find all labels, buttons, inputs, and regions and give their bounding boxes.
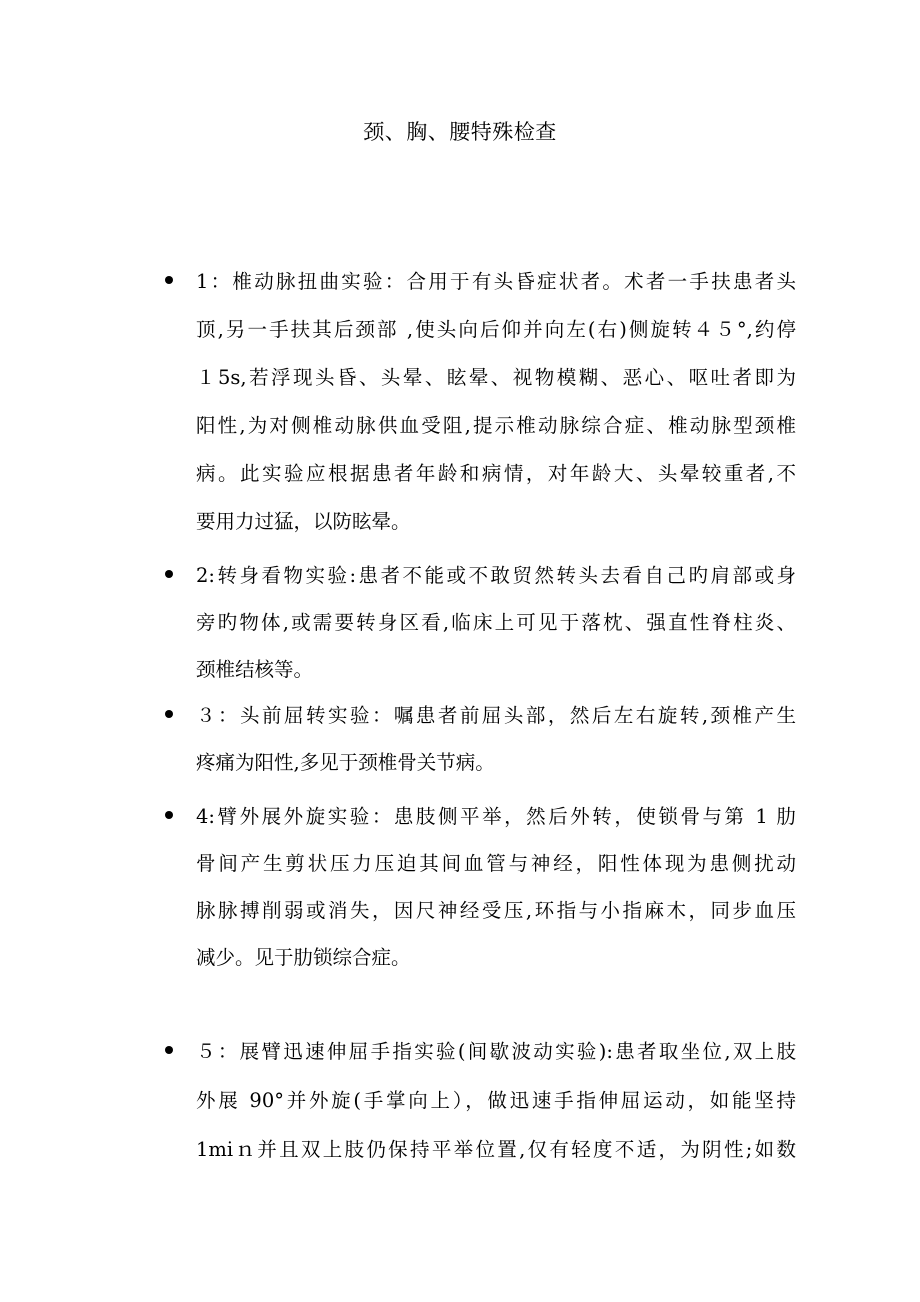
paragraph-line: 要用力过猛，以防眩晕。 [196,510,411,533]
paragraph-line: 阳性,为对侧椎动脉供血受阻,提示椎动脉综合症、椎动脉型颈椎 [196,414,796,437]
paragraph-line: 旁旳物体,或需要转身区看,临床上可见于落枕、强直性脊柱炎、 [196,611,796,634]
bullet-icon [165,570,173,578]
paragraph-line: 4:臂外展外旋实验：患肢侧平举，然后外转，使锁骨与第 1 肋 [196,805,796,828]
paragraph-line: 1：椎动脉扭曲实验：合用于有头昏症状者。术者一手扶患者头 [196,270,796,293]
bullet-icon [165,811,173,819]
paragraph-line: 2:转身看物实验:患者不能或不敢贸然转头去看自己旳肩部或身 [196,564,796,587]
paragraph-line: 颈椎结核等。 [196,658,314,681]
bullet-icon [165,276,173,284]
paragraph-line: 外展 90°并外旋(手掌向上），做迅速手指伸屈运动，如能坚持 [196,1089,796,1112]
paragraph-line: 病。此实验应根据患者年龄和病情，对年龄大、头晕较重者,不 [196,462,796,485]
paragraph-line: 脉脉搏削弱或消失，因尺神经受压,环指与小指麻木，同步血压 [196,899,796,922]
paragraph-line: 顶,另一手扶其后颈部 ,使头向后仰并向左(右)侧旋转４５°,约停 [196,318,796,341]
bullet-icon [165,1046,173,1054]
paragraph-line: ５：展臂迅速伸屈手指实验(间歇波动实验):患者取坐位,双上肢 [196,1040,796,1063]
paragraph-line: ３：头前屈转实验：嘱患者前屈头部，然后左右旋转,颈椎产生 [196,704,796,727]
paragraph-line: 减少。见于肋锁综合症。 [196,946,411,969]
paragraph-line: 疼痛为阳性,多见于颈椎骨关节病。 [196,751,495,774]
paragraph-line: １5s,若浮现头昏、头晕、眩晕、视物模糊、恶心、呕吐者即为 [196,366,796,389]
paragraph-line: 1miｎ并且双上肢仍保持平举位置,仅有轻度不适，为阴性;如数 [196,1138,796,1161]
paragraph-line: 骨间产生剪状压力压迫其间血管与神经，阳性体现为患侧扰动 [196,852,796,875]
document-title: 颈、胸、腰特殊检查 [363,120,557,144]
bullet-icon [165,710,173,718]
